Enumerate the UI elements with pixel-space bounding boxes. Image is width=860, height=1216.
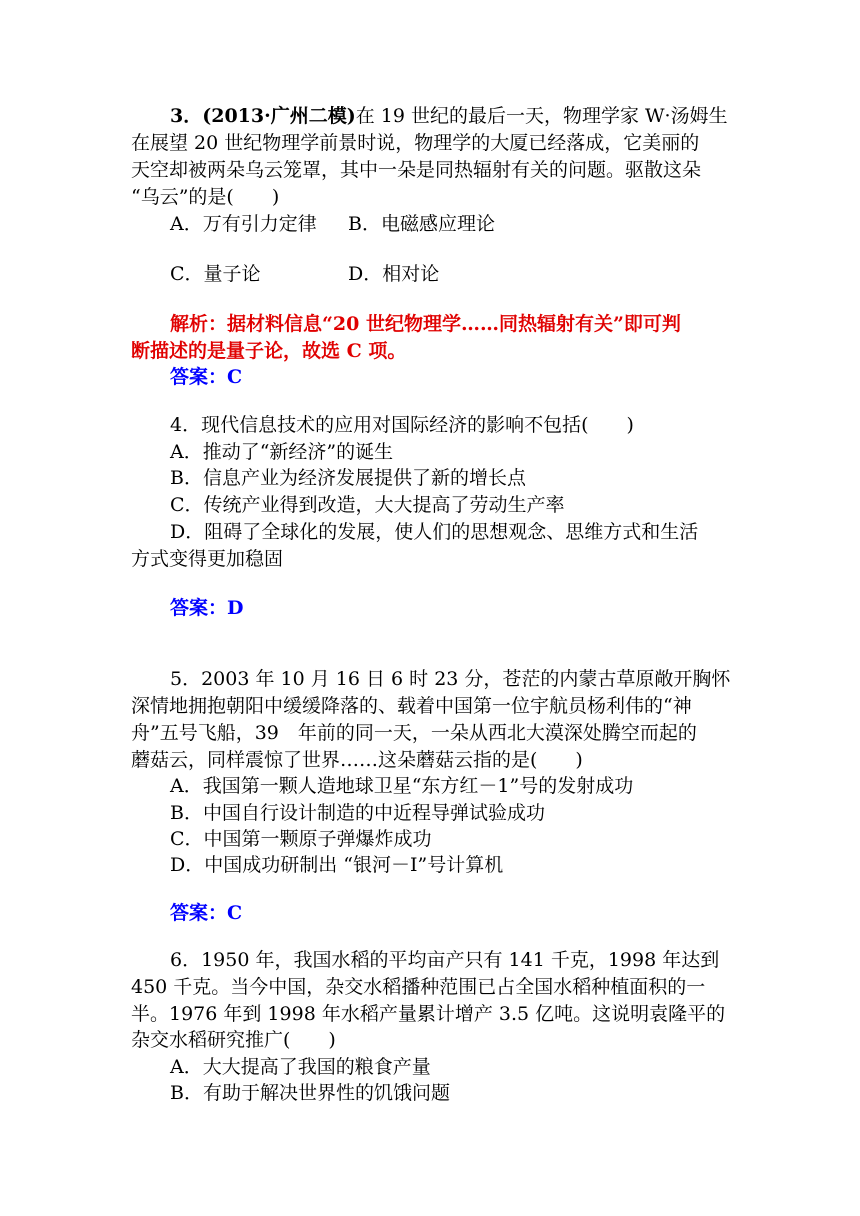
- q6-stem-line-2: 450 千克。当今中国，杂交水稻播种范围已占全国水稻种植面积的一: [131, 976, 706, 998]
- q3-analysis-line-1: 解析：据材料信息“20 世纪物理学……同热辐射有关”即可判: [170, 313, 681, 335]
- q3-stem-line-1: [170, 103, 770, 129]
- q6-stem-line-4: 杂交水稻研究推广( ): [131, 1029, 336, 1051]
- q5-stem-line-3: 舟”五号飞船，39 年前的同一天，一朵从西北大漠深处腾空而起的: [131, 722, 697, 744]
- q5-stem-line-2: 深情地拥抱朝阳中缓缓降落的、载着中国第一位宇航员杨利伟的“神: [131, 695, 692, 717]
- q5-option-a: A．我国第一颗人造地球卫星“东方红－1”号的发射成功: [170, 775, 634, 797]
- q3-stem-text: 在 19 世纪的最后一天，物理学家 W·汤姆生: [355, 105, 728, 127]
- q6-stem-line-1: 6．1950 年，我国水稻的平均亩产只有 141 千克，1998 年达到: [170, 949, 720, 971]
- q4-option-d-line-1: D．阻碍了全球化的发展，使人们的思想观念、思维方式和生活: [170, 521, 699, 543]
- q3-stem-line-2: 在展望 20 世纪物理学前景时说，物理学的大厦已经落成，它美丽的: [131, 132, 700, 154]
- q4-option-d-line-2: 方式变得更加稳固: [131, 548, 284, 570]
- q3-analysis-line-2: 断描述的是量子论，故选 C 项。: [131, 340, 407, 362]
- q4-option-b: B．信息产业为经济发展提供了新的增长点: [170, 467, 526, 489]
- q5-option-b: B．中国自行设计制造的中近程导弹试验成功: [170, 802, 545, 824]
- q3-option-d: D．相对论: [348, 263, 440, 285]
- q5-option-d: D．中国成功研制出 “银河－I”号计算机: [170, 854, 504, 876]
- q3-option-c: C．量子论: [170, 263, 261, 285]
- q5-answer: 答案：C: [170, 902, 243, 924]
- q5-option-c: C．中国第一颗原子弹爆炸成功: [170, 828, 432, 850]
- q4-option-a: A．推动了“新经济”的诞生: [170, 441, 394, 463]
- q6-stem-line-3: 半。1976 年到 1998 年水稻产量累计增产 3.5 亿吨。这说明袁隆平的: [131, 1003, 726, 1025]
- q3-number: 3．: [170, 105, 203, 127]
- q3-option-a: A．万有引力定律: [170, 213, 317, 235]
- q6-option-a: A．大大提高了我国的粮食产量: [170, 1056, 431, 1078]
- q3-source: (2013·广州二模): [202, 105, 356, 127]
- q4-option-c: C．传统产业得到改造，大大提高了劳动生产率: [170, 494, 565, 516]
- q3-stem-line-4: “乌云”的是( ): [131, 186, 280, 208]
- q6-option-b: B．有助于解决世界性的饥饿问题: [170, 1082, 450, 1104]
- q4-answer: 答案：D: [170, 597, 244, 619]
- q3-stem-line-3: 天空却被两朵乌云笼罩，其中一朵是同热辐射有关的问题。驱散这朵: [131, 159, 702, 181]
- q5-stem-line-4: 蘑菇云，同样震惊了世界……这朵蘑菇云指的是( ): [131, 749, 583, 771]
- q3-answer: 答案：C: [170, 366, 243, 388]
- q4-stem: 4．现代信息技术的应用对国际经济的影响不包括( ): [170, 414, 634, 436]
- q3-option-b: B．电磁感应理论: [348, 213, 495, 235]
- q5-stem-line-1: 5．2003 年 10 月 16 日 6 时 23 分，苍茫的内蒙古草原敞开胸怀: [170, 668, 731, 690]
